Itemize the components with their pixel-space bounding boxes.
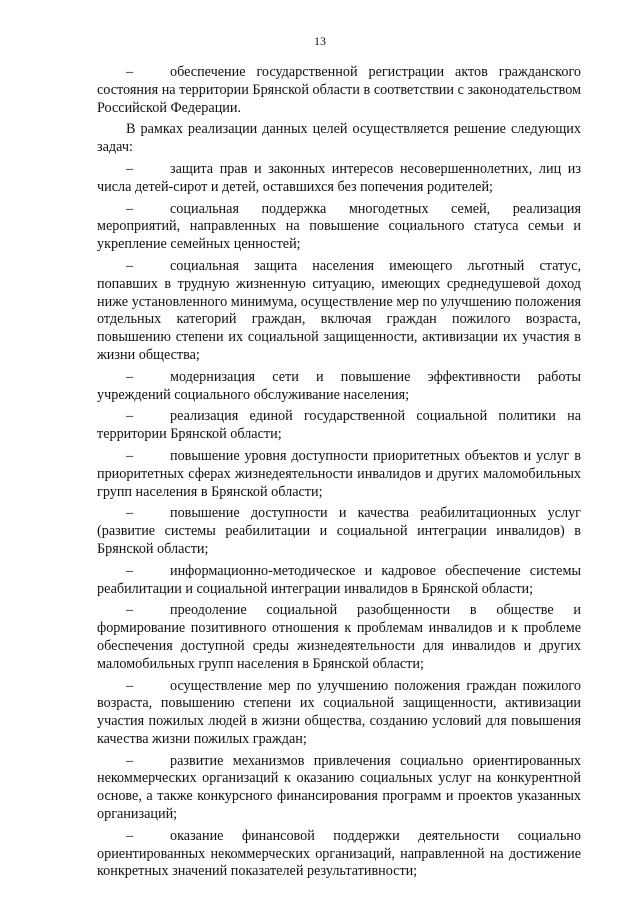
paragraph-text: оказание финансовой поддержки деятельности социально ориентированных некоммерческих организаций, направленной на достижение конкретных значений показателей результативности; bbox=[97, 827, 581, 880]
paragraph-text: повышение доступности и качества реабилитационных услуг (развитие системы реабилитации и социальной интеграции инвалидов) в Брянской области; bbox=[97, 505, 581, 557]
list-dash: – bbox=[126, 200, 134, 217]
list-dash: – bbox=[126, 368, 134, 385]
list-dash: – bbox=[126, 505, 134, 522]
paragraph bbox=[97, 678, 581, 749]
list-dash: – bbox=[126, 447, 134, 464]
list-dash: – bbox=[126, 752, 134, 769]
paragraph bbox=[97, 563, 581, 599]
paragraph-text: модернизация сети и повышение эффективности работы учреждений социального обслуживание населения; bbox=[97, 368, 581, 403]
paragraph bbox=[97, 369, 581, 405]
list-dash: – bbox=[126, 257, 134, 274]
list-dash: – bbox=[126, 408, 134, 425]
paragraph bbox=[97, 602, 581, 673]
paragraph-text: преодоление социальной разобщенности в обществе и формирование позитивного отношения к проблемам инвалидов и к проблеме обеспечения доступной среды жизнедеятельности для инвалидов и других маломобильных групп населения в Брянской области; bbox=[97, 602, 581, 672]
paragraph-text: развитие механизмов привлечения социально ориентированных некоммерческих организаций к оказанию социальных услуг на конкурентной основе, а также конкурсного финансирования программ и проектов указанных организаций; bbox=[97, 752, 581, 823]
page-number: 13 bbox=[314, 34, 326, 48]
paragraph-text: защита прав и законных интересов несовершеннолетних, лиц из числа детей-сирот и детей, оставшихся без попечения родителей; bbox=[97, 160, 581, 195]
list-dash: – bbox=[126, 64, 134, 80]
paragraph bbox=[97, 64, 581, 117]
paragraph-text: осуществление мер по улучшению положения граждан пожилого возраста, повышению степени их социальной защищенности, активизации участия пожилых людей в жизни общества, созданию условий для повышения качества жизни пожилых граждан; bbox=[97, 677, 581, 747]
paragraph-text: повышение уровня доступности приоритетных объектов и услуг в приоритетных сферах жизнедеятельности инвалидов и других маломобильных групп населения в Брянской области; bbox=[97, 447, 581, 500]
paragraph bbox=[97, 828, 581, 881]
list-dash: – bbox=[126, 827, 134, 844]
list-dash: – bbox=[126, 677, 134, 694]
paragraph bbox=[97, 161, 581, 197]
paragraph-text: социальная защита населения имеющего льготный статус, попавших в трудную жизненную ситуацию, имеющих среднедушевой доход ниже установленного минимума, осуществление мер по улучшению положения отдельных категорий граждан, включая граждан пожилого возраста, повышению степени их социальной защищенности, активизации их участия в жизни общества; bbox=[97, 257, 581, 363]
paragraph-text: обеспечение государственной регистрации актов гражданского состояния на территории Брянской области в соответствии с законодательством Российской Федерации. bbox=[97, 64, 581, 116]
paragraph-text: В рамках реализации данных целей осуществляется решение следующих задач: bbox=[97, 121, 581, 156]
paragraph bbox=[97, 448, 581, 501]
paragraph-text: реализация единой государственной социальной политики на территории Брянской области; bbox=[97, 408, 581, 443]
paragraph bbox=[97, 408, 581, 444]
list-dash: – bbox=[126, 602, 134, 619]
list-dash: – bbox=[126, 160, 134, 177]
document-body bbox=[97, 64, 581, 885]
paragraph-text: социальная поддержка многодетных семей, реализация мероприятий, направленных на повышение социального статуса семьи и укрепление семейных ценностей; bbox=[97, 200, 581, 253]
paragraph bbox=[97, 121, 581, 157]
paragraph bbox=[97, 258, 581, 365]
list-dash: – bbox=[126, 562, 134, 579]
paragraph-text: информационно-методическое и кадровое обеспечение системы реабилитации и социальной интеграции инвалидов в Брянской области; bbox=[97, 562, 581, 597]
paragraph bbox=[97, 505, 581, 558]
paragraph bbox=[97, 753, 581, 824]
paragraph bbox=[97, 201, 581, 254]
